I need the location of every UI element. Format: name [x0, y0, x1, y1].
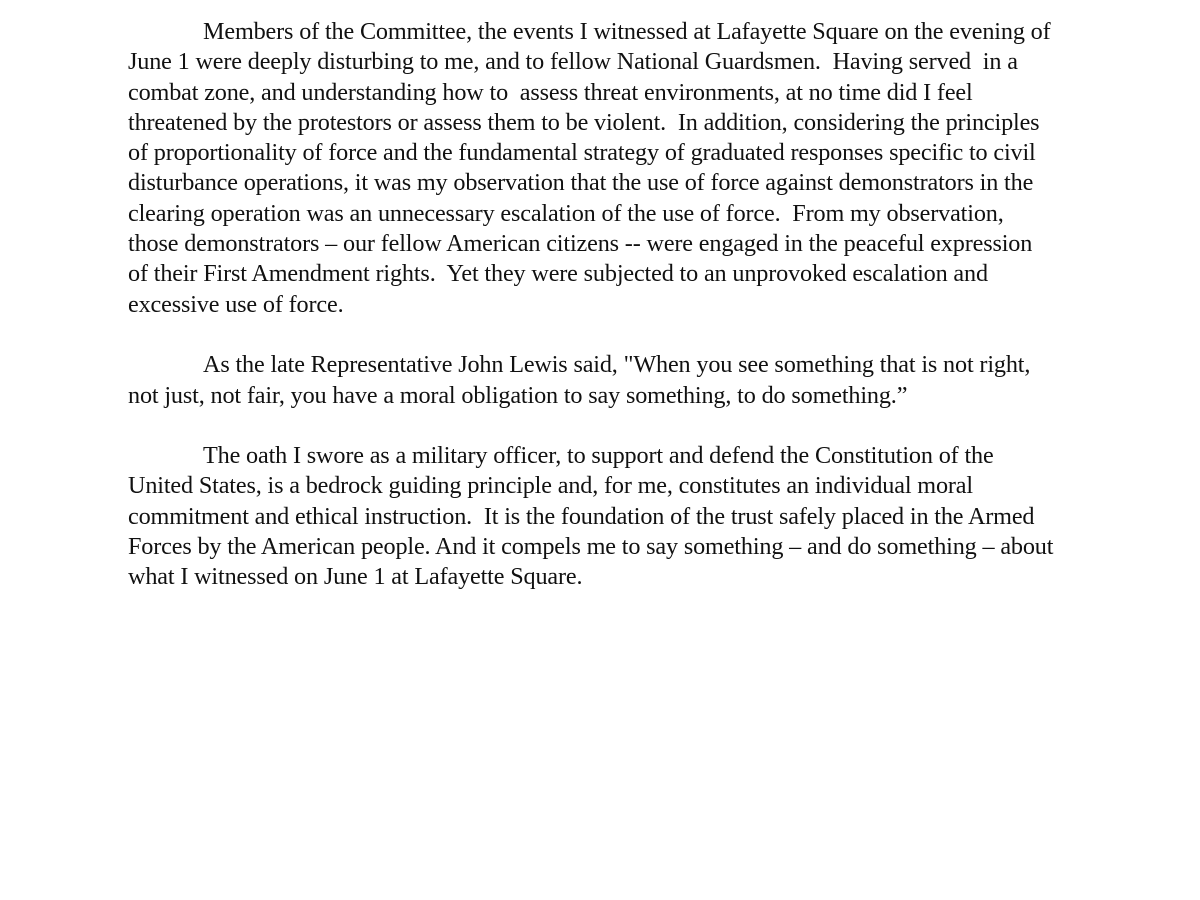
text-line: commitment and ethical instruction. It is the foundation of the trust safely placed in the Armed	[128, 502, 1035, 530]
text-line: June 1 were deeply disturbing to me, and to fellow National Guardsmen. Having served in a	[128, 48, 1018, 76]
paragraph-john-lewis-quote	[128, 350, 1100, 411]
document-body	[128, 17, 1100, 593]
text-line: those demonstrators – our fellow American citizens -- were engaged in the peaceful expression	[128, 230, 1033, 258]
text-line: clearing operation was an unnecessary escalation of the use of force. From my observation,	[128, 199, 1004, 227]
text-line: disturbance operations, it was my observation that the use of force against demonstrators in the	[128, 169, 1034, 197]
text-line: Members of the Committee, the events I witnessed at Lafayette Square on the evening of	[203, 18, 1051, 45]
text-line: combat zone, and understanding how to assess threat environments, at no time did I feel	[128, 78, 973, 106]
paragraph-committee-statement	[128, 17, 1100, 320]
text-line: excessive use of force.	[128, 290, 344, 318]
paragraph-oath	[128, 441, 1100, 592]
text-line: threatened by the protestors or assess them to be violent. In addition, considering the principles	[128, 108, 1040, 136]
text-line: The oath I swore as a military officer, to support and defend the Constitution of the	[203, 442, 994, 470]
text-line: of their First Amendment rights. Yet they were subjected to an unprovoked escalation and	[128, 260, 988, 288]
text-line: United States, is a bedrock guiding principle and, for me, constitutes an individual moral	[128, 472, 973, 500]
text-line: As the late Representative John Lewis said, "When you see something that is not right,	[203, 351, 1031, 379]
text-line: of proportionality of force and the fundamental strategy of graduated responses specific to civil	[128, 139, 1036, 167]
text-line: not just, not fair, you have a moral obligation to say something, to do something.”	[128, 381, 908, 409]
text-line: what I witnessed on June 1 at Lafayette Square.	[128, 563, 583, 591]
text-line: Forces by the American people. And it compels me to say something – and do something – about	[128, 533, 1054, 561]
